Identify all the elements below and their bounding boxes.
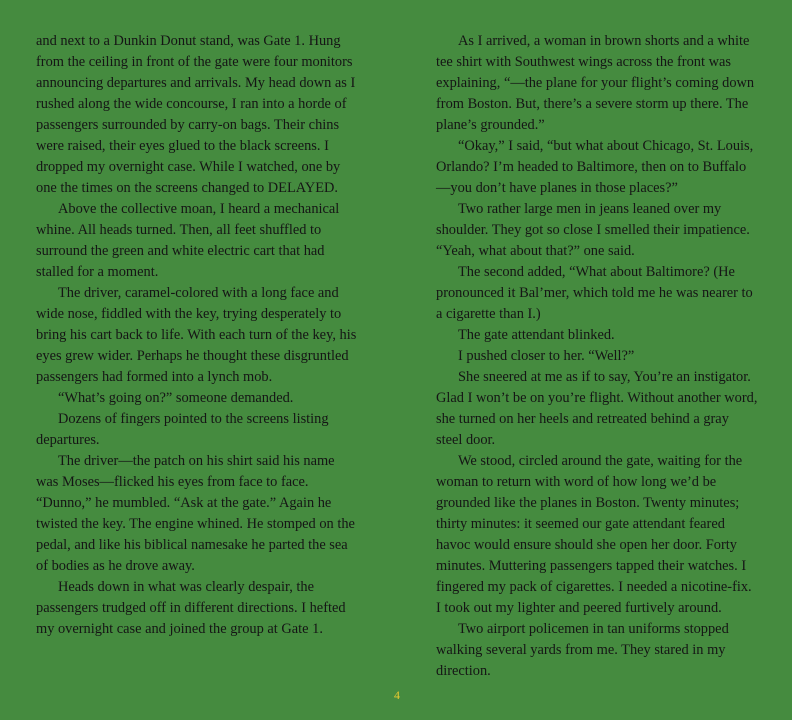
paragraph: She sneered at me as if to say, You’re an instigator. Glad I won’t be on you’re flight. Without another word, she turned on her heels and retreated behind a gray steel door.: [436, 369, 758, 448]
paragraph: As I arrived, a woman in brown shorts and a white tee shirt with Southwest wings across the front was explaining, “—the plane for your flight’s coming down from Boston. But, there’s a severe storm up there. The plane’s grounded.”: [436, 33, 755, 133]
paragraph: The gate attendant blinked.: [458, 327, 615, 343]
left-page-column: [36, 31, 358, 640]
page-number: 4: [394, 688, 400, 702]
paragraph: “Okay,” I said, “but what about Chicago, St. Louis, Orlando? I’m headed to Baltimore, then on to Buffalo—you don’t have planes in those places?”: [436, 138, 754, 196]
paragraph: “What’s going on?” someone demanded.: [58, 390, 294, 406]
paragraph: Dozens of fingers pointed to the screens listing departures.: [36, 411, 329, 448]
paragraph: The second added, “What about Baltimore? (He pronounced it Bal’mer, which told me he was nearer to a cigarette than I.): [436, 264, 753, 322]
paragraph: We stood, circled around the gate, waiting for the woman to return with word of how long we’d be grounded like the planes in Boston. Twenty minutes; thirty minutes: it seemed our gate attendant feared havoc would ensure should she open her door. Forty minutes. Muttering passengers tapped their watches. I fingered my pack of cigarettes. I needed a nicotine-fix. I took out my lighter and peered furtively around.: [436, 453, 752, 616]
paragraph: Heads down in what was clearly despair, the passengers trudged off in different directions. I hefted my overnight case and joined the group at Gate 1.: [36, 579, 346, 637]
paragraph: Above the collective moan, I heard a mechanical whine. All heads turned. Then, all feet shuffled to surround the green and white electric cart that had stalled for a moment.: [36, 201, 340, 280]
right-page-column: [436, 31, 758, 682]
paragraph: The driver, caramel-colored with a long face and wide nose, fiddled with the key, trying desperately to bring his cart back to life. With each turn of the key, his eyes grew wider. Perhaps he thought these disgruntled passengers had formed into a lynch mob.: [36, 285, 357, 385]
paragraph: and next to a Dunkin Donut stand, was Gate 1. Hung from the ceiling in front of the gate were four monitors announcing departures and arrivals. My head down as I rushed along the wide concourse, I ran into a horde of passengers surrounded by carry-on bags. Their chins were raised, their eyes glued to the black screens. I dropped my overnight case. While I watched, one by one the times on the screens changed to DELAYED.: [36, 33, 356, 196]
paragraph: The driver—the patch on his shirt said his name was Moses—flicked his eyes from face to face. “Dunno,” he mumbled. “Ask at the gate.” Again he twisted the key. The engine whined. He stomped on the pedal, and like his biblical namesake he parted the sea of bodies as he drove away.: [36, 453, 355, 574]
paragraph: Two rather large men in jeans leaned over my shoulder. They got so close I smelled their impatience. “Yeah, what about that?” one said.: [436, 201, 750, 259]
paragraph: I pushed closer to her. “Well?”: [458, 348, 635, 364]
paragraph: Two airport policemen in tan uniforms stopped walking several yards from me. They stared in my direction.: [436, 621, 729, 679]
